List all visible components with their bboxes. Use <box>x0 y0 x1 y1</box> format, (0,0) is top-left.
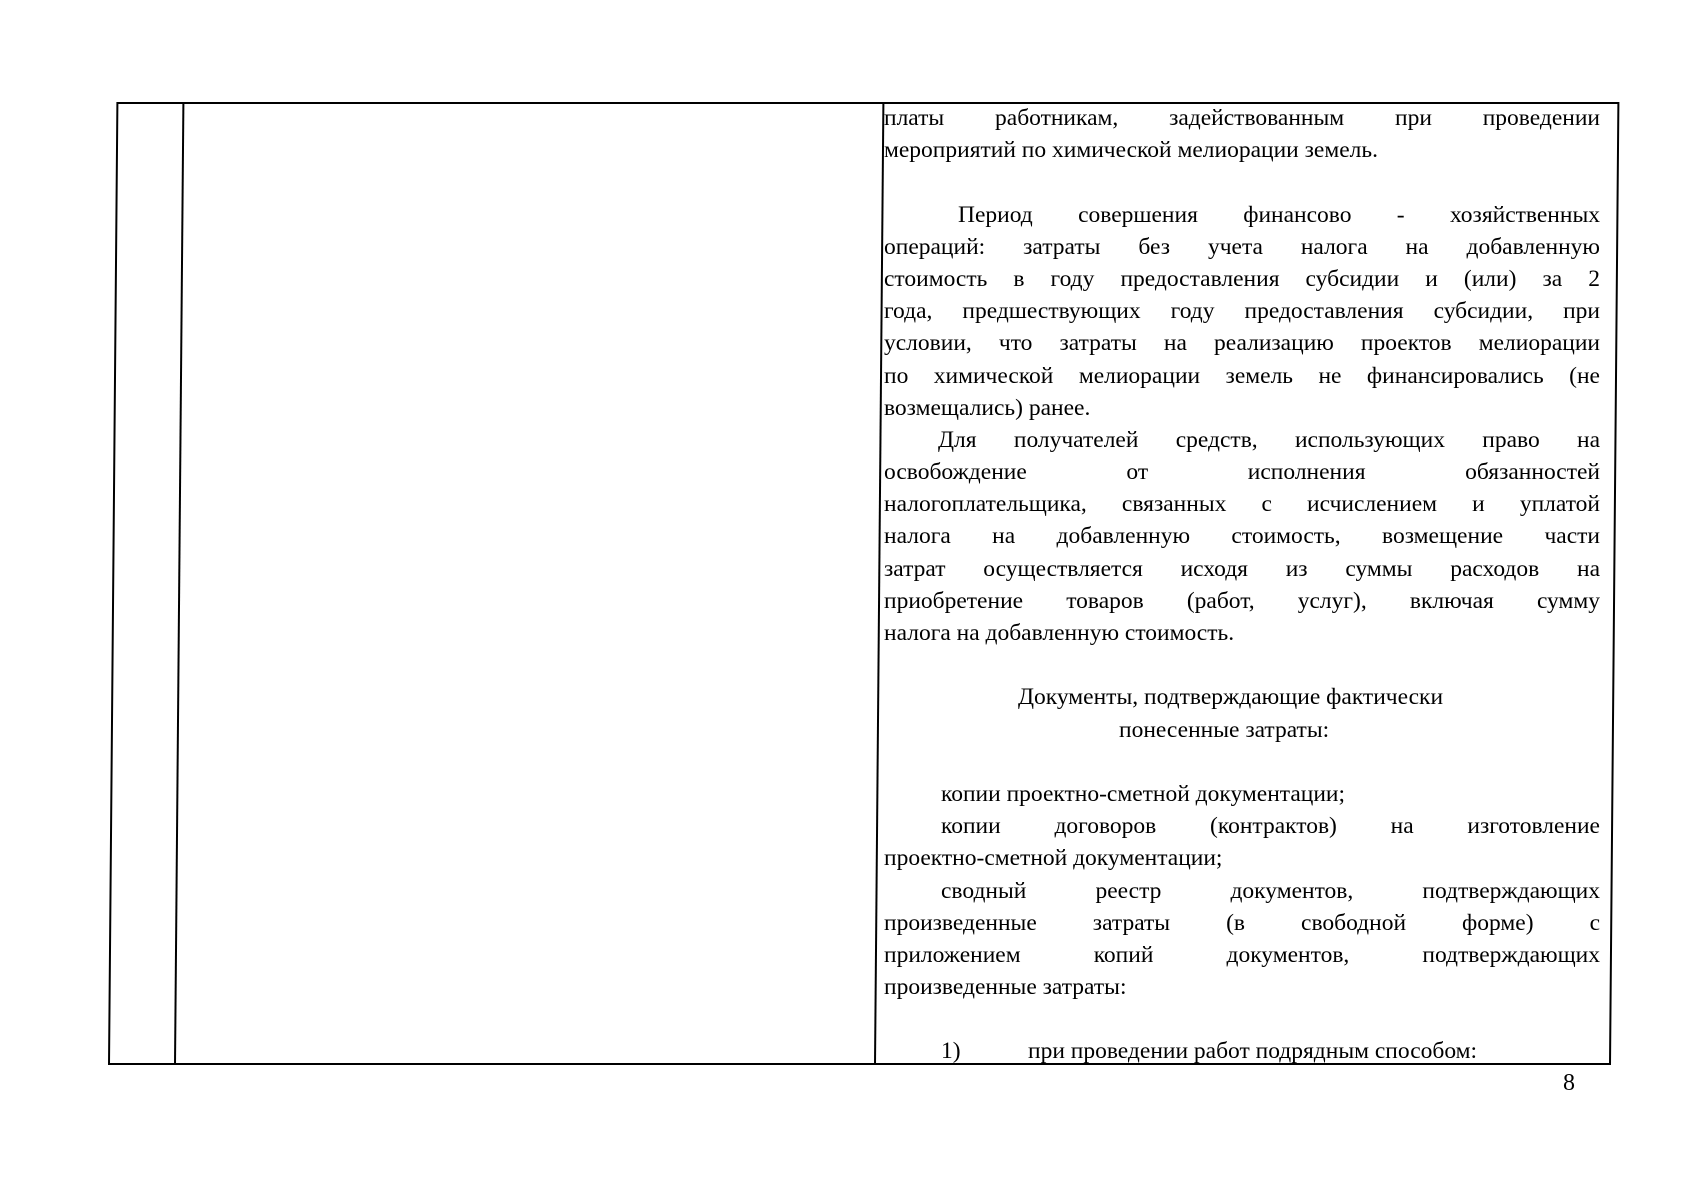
text-line: Документы, подтверждающие фактически <box>1018 684 1444 711</box>
text-line <box>884 649 1600 681</box>
text-line: условии, что затраты на реализацию проектов мелиорации <box>884 330 1600 357</box>
text-line: затрат осуществляется исходя из суммы расходов на <box>884 555 1600 582</box>
text-line: приложением копий документов, подтверждающих <box>884 941 1600 968</box>
text-line: платы работникам, задействованным при проведении <box>884 105 1600 131</box>
text-line: налога на добавленную стоимость. <box>884 620 1235 646</box>
list-item <box>884 1035 1600 1067</box>
text-line: стоимость в году предоставления субсидии и (или) за 2 <box>884 265 1600 292</box>
text-line: налогоплательщика, связанных с исчислением и уплатой <box>884 491 1600 518</box>
text-line: проектно-сметной документации; <box>884 845 1223 872</box>
page-number: 8 <box>1563 1070 1575 1096</box>
list-text: при проведении работ подрядным способом: <box>1028 1038 1478 1065</box>
text-line: произведенные затраты (в свободной форме) с <box>884 909 1600 936</box>
table-cell-text <box>884 102 1600 1068</box>
text-line <box>884 746 1600 778</box>
text-line: копии договоров (контрактов) на изготовление <box>941 813 1600 840</box>
text-line: мероприятий по химической мелиорации земель. <box>884 137 1378 164</box>
text-line: операций: затраты без учета налога на добавленную <box>884 233 1600 260</box>
text-line: возмещались) ранее. <box>884 394 1091 421</box>
text-line <box>884 1003 1600 1035</box>
text-line: копии проектно-сметной документации; <box>941 780 1346 807</box>
text-line: Период совершения финансово - хозяйственных <box>958 201 1600 228</box>
list-number: 1) <box>941 1038 961 1065</box>
column-divider <box>874 104 884 1063</box>
text-line: Для получателей средств, использующих право на <box>938 426 1600 453</box>
text-line: года, предшествующих году предоставления субсидии, при <box>884 298 1600 325</box>
text-line: приобретение товаров (работ, услуг), включая сумму <box>884 587 1600 614</box>
column-divider <box>174 104 184 1063</box>
text-line: произведенные затраты: <box>884 974 1127 1001</box>
text-line: сводный реестр документов, подтверждающих <box>941 877 1600 904</box>
text-line <box>884 166 1600 198</box>
text-line: понесенные затраты: <box>1119 716 1330 743</box>
text-line: по химической мелиорации земель не финансировались (не <box>884 362 1600 389</box>
text-line: освобождение от исполнения обязанностей <box>884 459 1600 486</box>
text-line: налога на добавленную стоимость, возмещение части <box>884 523 1600 550</box>
